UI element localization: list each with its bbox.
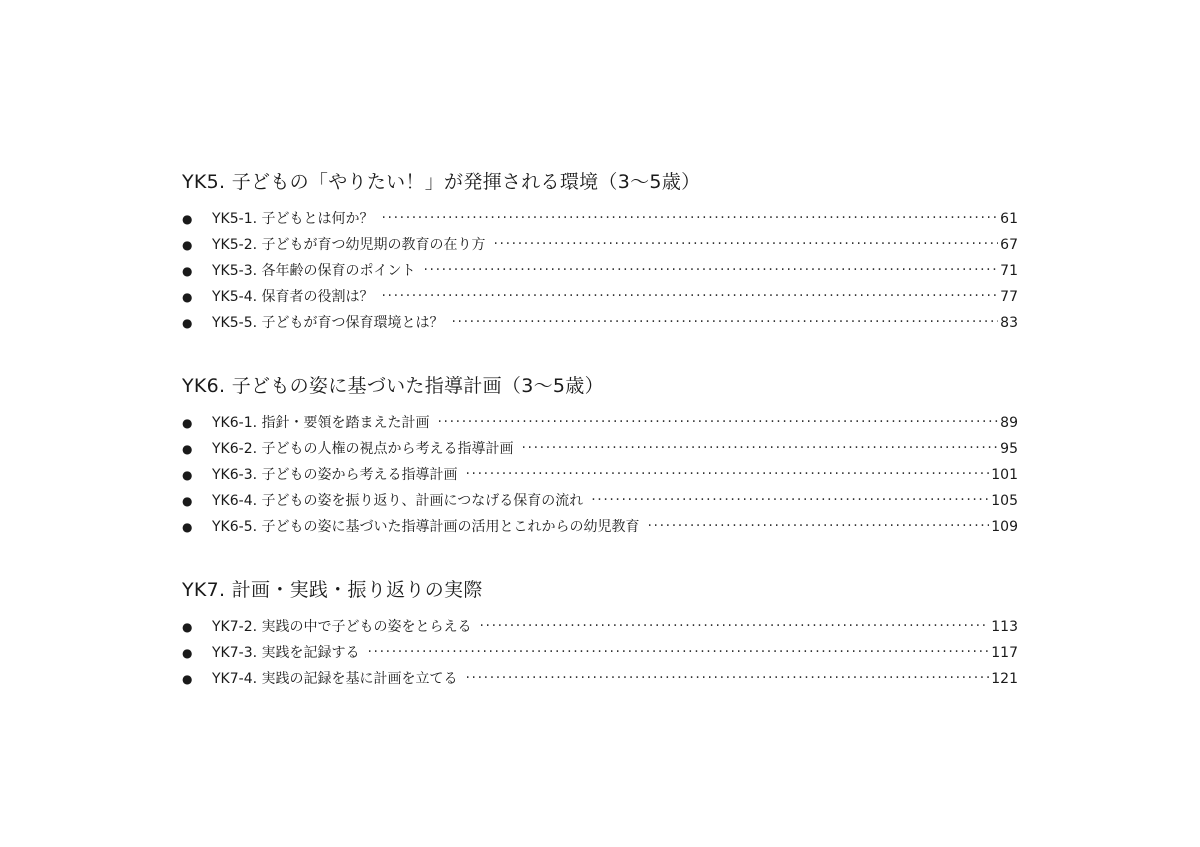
toc-entry[interactable] [182,410,1018,436]
page-number: 121 [991,671,1018,687]
entry-label: YK7-2. 実践の中で子どもの姿をとらえる [212,619,472,635]
page-number: 101 [991,467,1018,483]
entry-label: YK5-1. 子どもとは何か？ [212,211,374,227]
bullet-icon: ● [182,442,193,456]
entry-label: YK7-4. 実践の記録を基に計画を立てる [212,671,458,687]
page-number: 95 [1000,441,1018,457]
toc-entry[interactable] [182,310,1018,336]
toc-entry[interactable] [182,666,1018,692]
bullet-icon: ● [182,520,193,534]
entry-label: YK7-3. 実践を記録する [212,645,360,661]
entry-label: YK5-2. 子どもが育つ幼児期の教育の在り方 [212,237,486,253]
entry-label: YK6-4. 子どもの姿を振り返り、計画につなげる保育の流れ [212,493,584,509]
dot-leader [648,513,990,539]
section-title: YK7. 計画・実践・振り返りの実際 [182,579,483,601]
bullet-icon: ● [182,620,193,634]
toc-entry[interactable] [182,284,1018,310]
bullet-icon: ● [182,238,193,252]
toc-entry[interactable] [182,488,1018,514]
entry-label: YK5-5. 子どもが育つ保育環境とは？ [212,315,444,331]
toc-entry[interactable] [182,258,1018,284]
dot-leader [494,231,999,257]
dot-leader [368,639,990,665]
section-title: YK6. 子どもの姿に基づいた指導計画（3〜5歳） [182,375,604,397]
page-number: 71 [1000,263,1018,279]
toc-entry[interactable] [182,640,1018,666]
section-yk5 [182,166,1018,336]
section-yk6 [182,370,1018,540]
dot-leader [522,435,999,461]
page-number: 89 [1000,415,1018,431]
dot-leader [452,309,999,335]
toc-entry[interactable] [182,206,1018,232]
page-number: 61 [1000,211,1018,227]
toc-entry[interactable] [182,436,1018,462]
page-number: 113 [991,619,1018,635]
page-number: 105 [991,493,1018,509]
bullet-icon: ● [182,290,193,304]
dot-leader [480,613,990,639]
bullet-icon: ● [182,468,193,482]
bullet-icon: ● [182,264,193,278]
table-of-contents [182,166,1018,726]
section-yk7 [182,574,1018,692]
bullet-icon: ● [182,416,193,430]
entry-label: YK6-1. 指針・要領を踏まえた計画 [212,415,430,431]
toc-entry[interactable] [182,232,1018,258]
page-number: 109 [991,519,1018,535]
page-number: 67 [1000,237,1018,253]
entry-label: YK6-2. 子どもの人権の視点から考える指導計画 [212,441,514,457]
dot-leader [424,257,999,283]
dot-leader [591,487,989,513]
entry-label: YK5-3. 各年齢の保育のポイント [212,263,416,279]
bullet-icon: ● [182,212,193,226]
toc-entry[interactable] [182,514,1018,540]
page-number: 83 [1000,315,1018,331]
entry-list [182,410,1018,540]
entry-label: YK5-4. 保育者の役割は？ [212,289,374,305]
dot-leader [382,283,999,309]
section-title: YK5. 子どもの「やりたい！」が発揮される環境（3〜5歳） [182,171,701,193]
bullet-icon: ● [182,646,193,660]
bullet-icon: ● [182,672,193,686]
bullet-icon: ● [182,494,193,508]
entry-list [182,614,1018,692]
toc-entry[interactable] [182,462,1018,488]
dot-leader [438,409,999,435]
bullet-icon: ● [182,316,193,330]
page-number: 77 [1000,289,1018,305]
entry-label: YK6-3. 子どもの姿から考える指導計画 [212,467,458,483]
entry-list [182,206,1018,336]
dot-leader [466,665,990,691]
toc-entry[interactable] [182,614,1018,640]
page-number: 117 [991,645,1018,661]
dot-leader [382,205,999,231]
entry-label: YK6-5. 子どもの姿に基づいた指導計画の活用とこれからの幼児教育 [212,519,640,535]
dot-leader [466,461,990,487]
